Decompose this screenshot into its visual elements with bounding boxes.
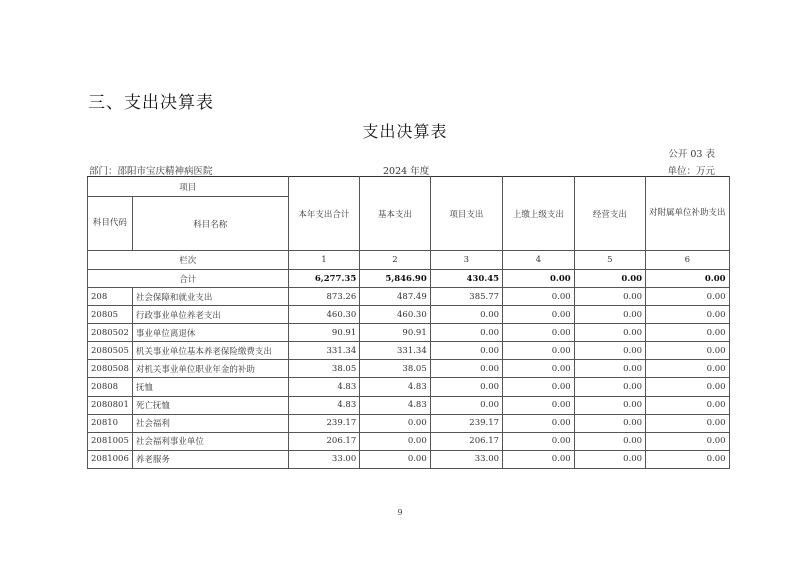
form-number: 公开 03 表 xyxy=(668,149,715,160)
row-name: 机关事业单位基本养老保险缴费支出 xyxy=(132,342,288,360)
total-value: 0.00 xyxy=(646,270,730,288)
row-value: 0.00 xyxy=(574,306,645,324)
row-value: 0.00 xyxy=(360,414,431,432)
row-value: 0.00 xyxy=(574,450,645,468)
row-value: 0.00 xyxy=(430,306,502,324)
data-rows xyxy=(88,288,800,469)
row-index-4: 4 xyxy=(503,251,575,270)
row-value: 4.83 xyxy=(360,396,431,414)
row-value: 38.05 xyxy=(360,360,431,378)
row-value: 4.83 xyxy=(360,378,431,396)
table-title: 支出决算表 xyxy=(362,122,448,141)
page-number: 9 xyxy=(397,508,403,517)
table-row xyxy=(88,432,800,450)
total-label: 合计 xyxy=(88,270,289,288)
row-value: 0.00 xyxy=(360,432,431,450)
row-value: 0.00 xyxy=(503,360,575,378)
row-name: 养老服务 xyxy=(132,450,288,468)
row-value: 331.34 xyxy=(288,342,360,360)
row-value: 460.30 xyxy=(288,306,360,324)
total-value: 0.00 xyxy=(574,270,645,288)
header-item: 项目 xyxy=(88,177,289,197)
row-value: 0.00 xyxy=(360,450,431,468)
header-code: 科目代码 xyxy=(88,197,133,251)
row-code: 2080508 xyxy=(88,360,133,378)
row-value: 239.17 xyxy=(430,414,502,432)
section-title: 三、支出决算表 xyxy=(88,93,214,113)
expenditure-table xyxy=(87,176,800,469)
row-value: 90.91 xyxy=(360,324,431,342)
row-value: 0.00 xyxy=(430,396,502,414)
row-name: 行政事业单位养老支出 xyxy=(132,306,288,324)
row-value: 33.00 xyxy=(430,450,502,468)
row-value: 239.17 xyxy=(288,414,360,432)
row-value: 0.00 xyxy=(574,396,645,414)
row-value: 0.00 xyxy=(503,378,575,396)
row-value: 0.00 xyxy=(503,432,575,450)
row-value: 0.00 xyxy=(503,342,575,360)
header-col-4: 上缴上级支出 xyxy=(503,177,575,251)
table-row xyxy=(88,324,800,342)
department-label: 部门：邵阳市宝庆精神病医院 xyxy=(89,166,213,177)
header-col-6: 对附属单位补助支出 xyxy=(646,177,730,251)
table-row xyxy=(88,450,800,468)
row-code: 2081005 xyxy=(88,432,133,450)
row-code: 2081006 xyxy=(88,450,133,468)
total-value: 0.00 xyxy=(503,270,575,288)
row-value: 0.00 xyxy=(430,324,502,342)
row-value: 0.00 xyxy=(574,342,645,360)
row-code: 20810 xyxy=(88,414,133,432)
row-index-2: 2 xyxy=(360,251,431,270)
row-code: 208 xyxy=(88,288,133,306)
table-row xyxy=(88,306,800,324)
row-code: 20808 xyxy=(88,378,133,396)
row-name: 社会福利事业单位 xyxy=(132,432,288,450)
row-value: 0.00 xyxy=(503,396,575,414)
row-value: 460.30 xyxy=(360,306,431,324)
row-name: 抚恤 xyxy=(132,378,288,396)
row-index-6: 6 xyxy=(646,251,730,270)
row-index-5: 5 xyxy=(574,251,645,270)
row-value: 0.00 xyxy=(646,414,730,432)
table-row xyxy=(88,342,800,360)
header-name: 科目名称 xyxy=(132,197,288,251)
row-value: 0.00 xyxy=(574,414,645,432)
row-value: 0.00 xyxy=(646,396,730,414)
row-name: 社会福利 xyxy=(132,414,288,432)
row-index-label: 栏次 xyxy=(88,251,289,270)
row-name: 对机关事业单位职业年金的补助 xyxy=(132,360,288,378)
total-value: 430.45 xyxy=(430,270,502,288)
row-value: 0.00 xyxy=(430,342,502,360)
row-value: 4.83 xyxy=(288,396,360,414)
row-value: 0.00 xyxy=(646,288,730,306)
row-value: 4.83 xyxy=(288,378,360,396)
table-row xyxy=(88,378,800,396)
row-value: 90.91 xyxy=(288,324,360,342)
row-value: 206.17 xyxy=(288,432,360,450)
row-name: 事业单位离退休 xyxy=(132,324,288,342)
row-index-1: 1 xyxy=(288,251,360,270)
row-value: 0.00 xyxy=(430,378,502,396)
row-index-3: 3 xyxy=(430,251,502,270)
table-row xyxy=(88,288,800,306)
row-name: 社会保障和就业支出 xyxy=(132,288,288,306)
header-col-2: 基本支出 xyxy=(360,177,431,251)
row-value: 0.00 xyxy=(574,432,645,450)
table-row xyxy=(88,414,800,432)
row-value: 0.00 xyxy=(646,324,730,342)
row-value: 0.00 xyxy=(503,324,575,342)
row-value: 0.00 xyxy=(503,288,575,306)
row-value: 873.26 xyxy=(288,288,360,306)
row-name: 死亡抚恤 xyxy=(132,396,288,414)
row-value: 0.00 xyxy=(574,378,645,396)
row-value: 0.00 xyxy=(646,450,730,468)
header-col-3: 项目支出 xyxy=(430,177,502,251)
row-value: 38.05 xyxy=(288,360,360,378)
row-value: 0.00 xyxy=(503,414,575,432)
row-value: 331.34 xyxy=(360,342,431,360)
row-code: 2080502 xyxy=(88,324,133,342)
total-row xyxy=(88,270,800,288)
row-code: 2080505 xyxy=(88,342,133,360)
row-code: 2080801 xyxy=(88,396,133,414)
total-value: 5,846.90 xyxy=(360,270,431,288)
header-row-item xyxy=(88,177,800,197)
row-value: 0.00 xyxy=(574,324,645,342)
row-value: 206.17 xyxy=(430,432,502,450)
row-value: 0.00 xyxy=(503,450,575,468)
table-row xyxy=(88,360,800,378)
row-value: 487.49 xyxy=(360,288,431,306)
header-col-1: 本年支出合计 xyxy=(288,177,360,251)
row-value: 0.00 xyxy=(646,342,730,360)
table-row xyxy=(88,396,800,414)
row-value: 0.00 xyxy=(503,306,575,324)
total-value: 6,277.35 xyxy=(288,270,360,288)
row-value: 0.00 xyxy=(574,288,645,306)
row-value: 0.00 xyxy=(574,360,645,378)
row-value: 0.00 xyxy=(646,306,730,324)
unit-label: 单位：万元 xyxy=(667,166,715,177)
row-value: 385.77 xyxy=(430,288,502,306)
row-value: 33.00 xyxy=(288,450,360,468)
fiscal-year: 2024 年度 xyxy=(383,166,430,177)
row-value: 0.00 xyxy=(430,360,502,378)
row-index xyxy=(88,251,800,270)
header-col-5: 经营支出 xyxy=(574,177,645,251)
row-value: 0.00 xyxy=(646,432,730,450)
row-code: 20805 xyxy=(88,306,133,324)
row-value: 0.00 xyxy=(646,360,730,378)
row-value: 0.00 xyxy=(646,378,730,396)
